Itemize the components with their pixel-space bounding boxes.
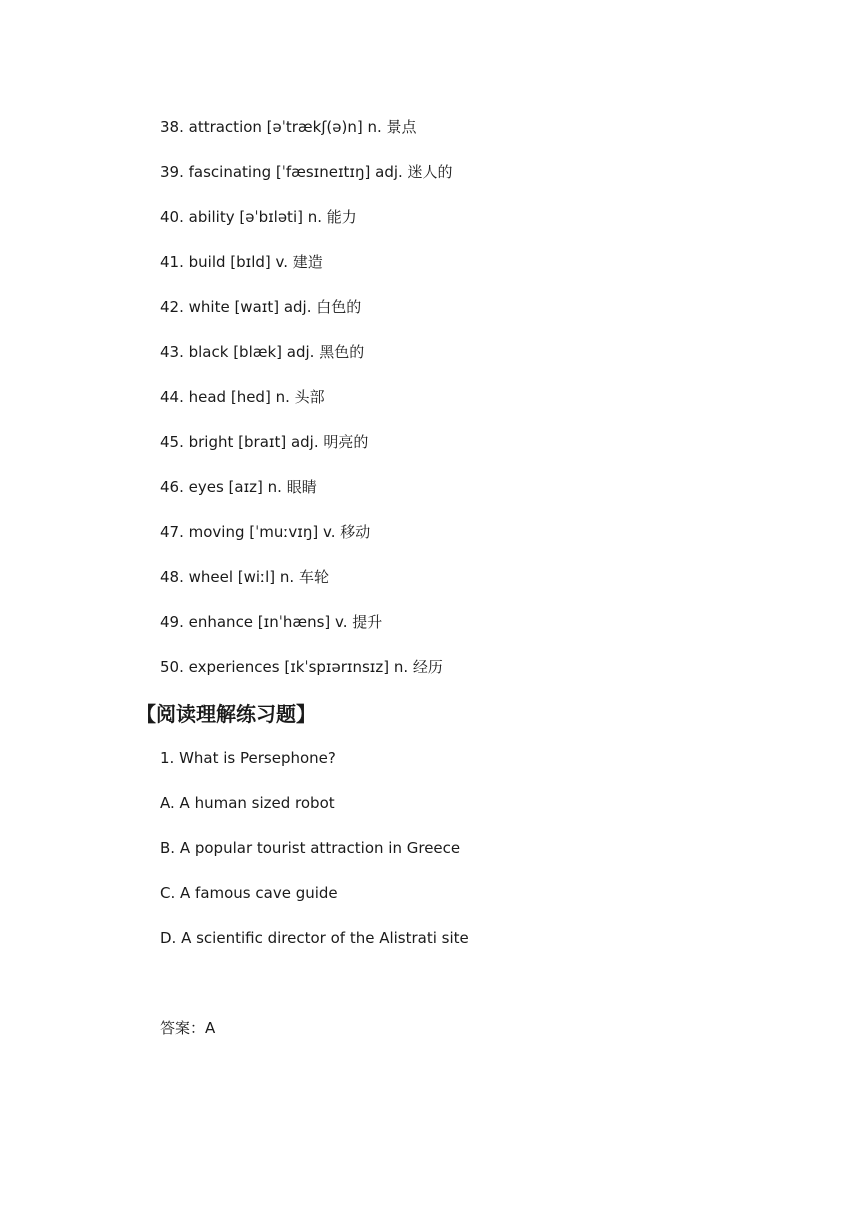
vocab-item: 44. head [hed] n. 头部 — [160, 388, 325, 406]
answer-option-d: D. A scientific director of the Alistrati site — [160, 929, 469, 947]
answer-option-c: C. A famous cave guide — [160, 884, 338, 902]
vocab-item: 39. fascinating [ˈfæsɪneɪtɪŋ] adj. 迷人的 — [160, 163, 453, 181]
vocab-item: 45. bright [braɪt] adj. 明亮的 — [160, 433, 369, 451]
question-stem: 1. What is Persephone? — [160, 749, 336, 767]
vocab-item: 47. moving [ˈmuːvɪŋ] v. 移动 — [160, 523, 371, 541]
section-heading: 【阅读理解练习题】 — [136, 702, 316, 726]
vocab-item: 50. experiences [ɪkˈspɪərɪnsɪz] n. 经历 — [160, 658, 443, 676]
answer-option-a: A. A human sized robot — [160, 794, 335, 812]
vocab-item: 40. ability [əˈbɪləti] n. 能力 — [160, 208, 357, 226]
vocab-item: 48. wheel [wiːl] n. 车轮 — [160, 568, 329, 586]
vocab-item: 42. white [waɪt] adj. 白色的 — [160, 298, 362, 316]
vocabulary-list — [160, 116, 453, 701]
vocab-item: 49. enhance [ɪnˈhæns] v. 提升 — [160, 613, 383, 631]
vocab-item: 46. eyes [aɪz] n. 眼睛 — [160, 478, 317, 496]
vocab-item: 41. build [bɪld] v. 建造 — [160, 253, 323, 271]
vocab-item: 38. attraction [əˈtrækʃ(ə)n] n. 景点 — [160, 118, 417, 136]
vocab-item: 43. black [blæk] adj. 黑色的 — [160, 343, 365, 361]
answer-option-b: B. A popular tourist attraction in Greece — [160, 839, 461, 857]
answer-key: 答案：A — [160, 1019, 216, 1037]
question-block — [160, 747, 469, 972]
